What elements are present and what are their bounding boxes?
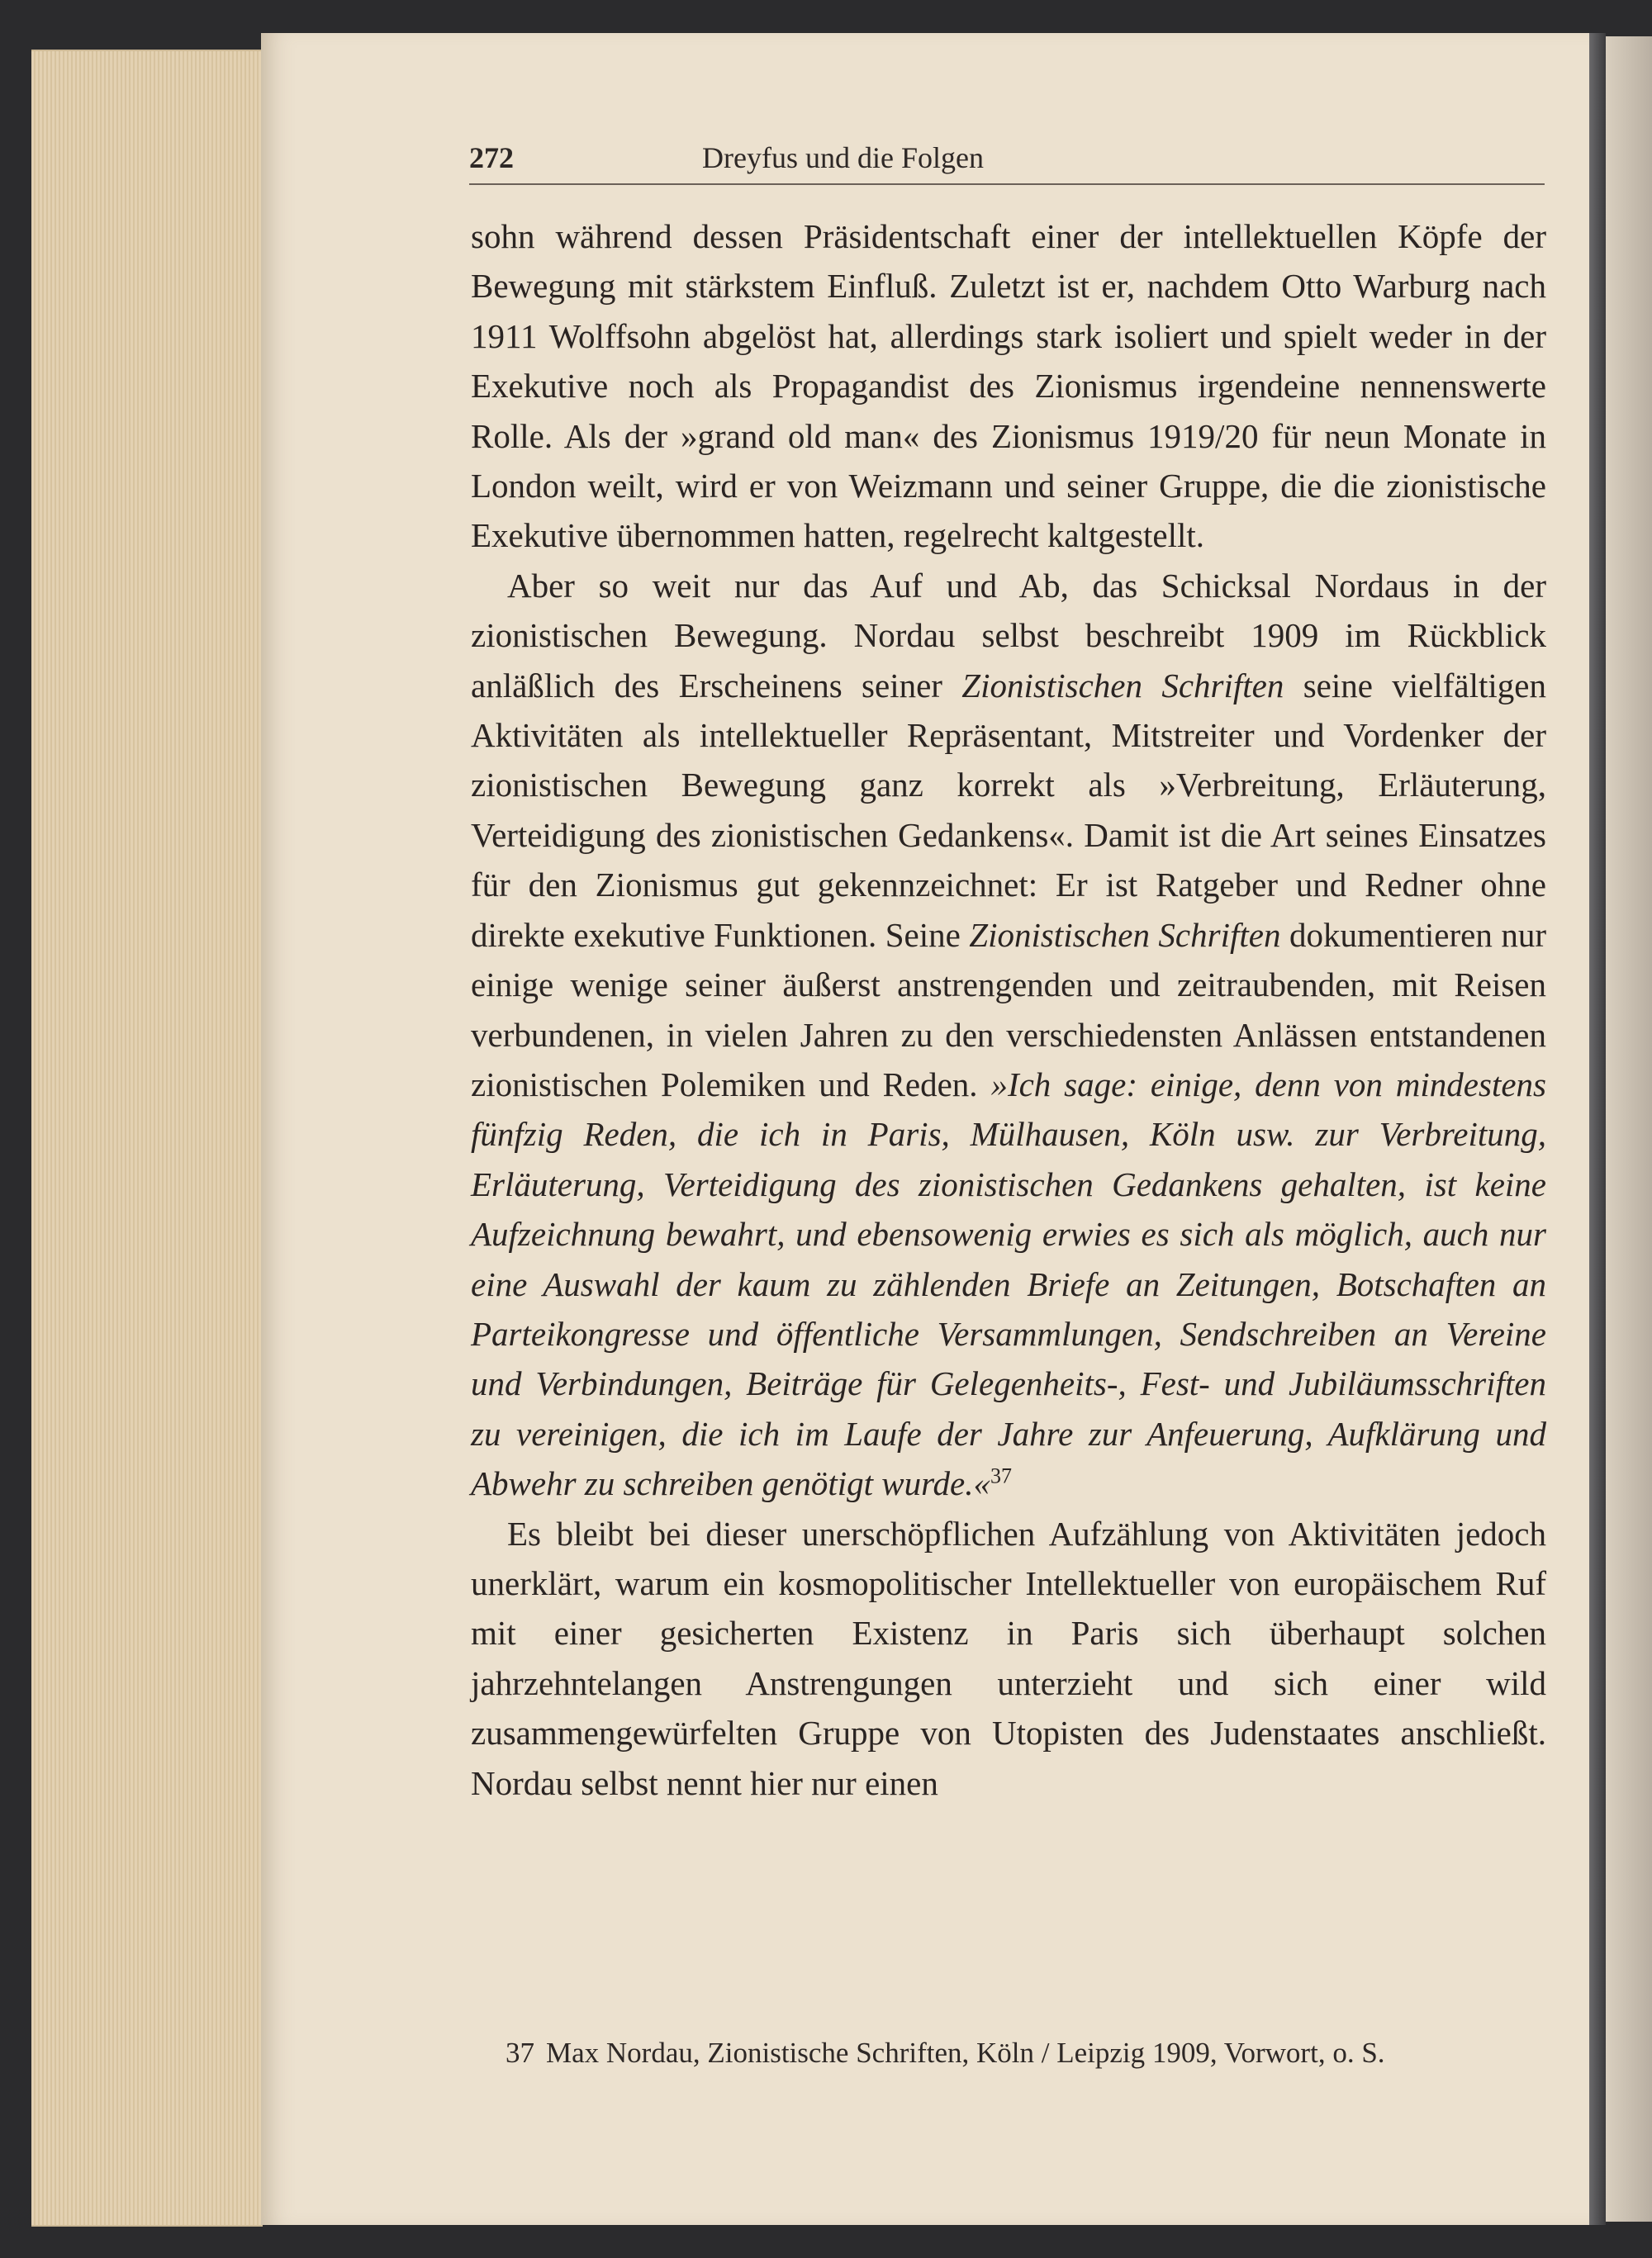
body-text — [471, 211, 1546, 1808]
running-head: Dreyfus und die Folgen — [702, 141, 984, 174]
paragraph-2-part-2: seine vielfältigen Aktivitäten als intellektueller Repräsentant, Mitstreiter und Vordenker der zionistischen Bewegung ganz korrekt als »Verbreitung, Erläuterung, Verteidigung des zionistischen Gedankens«. Damit ist die Art seines Einsatzes für den Zionismus gut gekennzeichnet: Er ist Ratgeber und Redner ohne direkte exekutive Funktionen. Seine — [471, 666, 1546, 954]
quotation: »Ich sage: einige, denn von mindestens fünfzig Reden, die ich in Paris, Mülhausen, Köln usw. zur Verbreitung, Erläuterung, Verteidigung des zionistischen Gedankens gehalten, ist keine Aufzeichnung bewahrt, und ebensowenig erwies es sich als möglich, auch nur eine Auswahl der kaum zu zählenden Briefe an Zeitungen, Botschaften an Parteikongresse und öffentliche Versammlungen, Sendschreiben an Vereine und Verbindungen, Beiträge für Gelegenheits-, Fest- und Jubiläumsschriften zu vereinigen, die ich im Laufe der Jahre zur Anfeuerung, Aufklärung und Abwehr zu schreiben genötigt wurde.« — [471, 1065, 1546, 1503]
facing-page-edge — [1606, 36, 1652, 2222]
footnote-number: 37 — [506, 2037, 534, 2069]
footnote-text: Max Nordau, Zionistische Schriften, Köln / Leipzig 1909, Vorwort, o. S. — [546, 2037, 1385, 2069]
paragraph-3: Es bleibt bei dieser unerschöpflichen Aufzählung von Aktivitäten jedoch unerklärt, warum ein kosmopolitischer Intellektueller von europäischem Ruf mit einer gesicherten Existenz in Paris sich überhaupt solchen jahrzehntelangen Anstrengungen unterzieht und sich einer wild zusammengewürfelten Gruppe von Utopisten des Judenstaates anschließt. Nordau selbst nennt hier nur einen — [471, 1514, 1546, 1802]
footnote — [506, 2037, 1546, 2070]
book-title-2: Zionistischen Schriften — [969, 915, 1281, 954]
page-header — [469, 137, 1545, 185]
book-spine-gutter — [1589, 33, 1606, 2225]
book-title-1: Zionistischen Schriften — [961, 666, 1284, 704]
paragraph-1: sohn während dessen Präsidentschaft einer der intellektuellen Köpfe der Bewegung mit stärkstem Einfluß. Zuletzt ist er, nachdem Otto Warburg nach 1911 Wolffsohn abgelöst hat, allerdings stark isoliert und spielt weder in der Exekutive noch als Propagandist des Zionismus irgendeine nennenswerte Rolle. Als der »grand old man« des Zionismus 1919/20 für neun Monate in London weilt, wird er von Weizmann und seiner Gruppe, die die zionistische Exekutive übernommen hatten, regelrecht kaltgestellt. — [471, 217, 1546, 555]
paragraph-2-part-3: dokumentieren nur einige wenige seiner äußerst anstrengenden und zeitraubenden, mit Reisen verbundenen, in vielen Jahren zu den verschiedensten Anlässen entstandenen zionistischen Polemiken und Reden. — [471, 915, 1546, 1103]
book-page-edges — [31, 50, 263, 2227]
footnote-reference[interactable]: 37 — [990, 1463, 1012, 1488]
paragraph-2-part-1: Aber so weit nur das Auf und Ab, das Schicksal Nordaus in der zionistischen Bewegung. Nordau selbst beschreibt 1909 im Rückblick anläßlich des Erscheinens seiner — [471, 566, 1546, 704]
page-number: 272 — [469, 141, 514, 174]
paragraph-2 — [471, 561, 1546, 1509]
